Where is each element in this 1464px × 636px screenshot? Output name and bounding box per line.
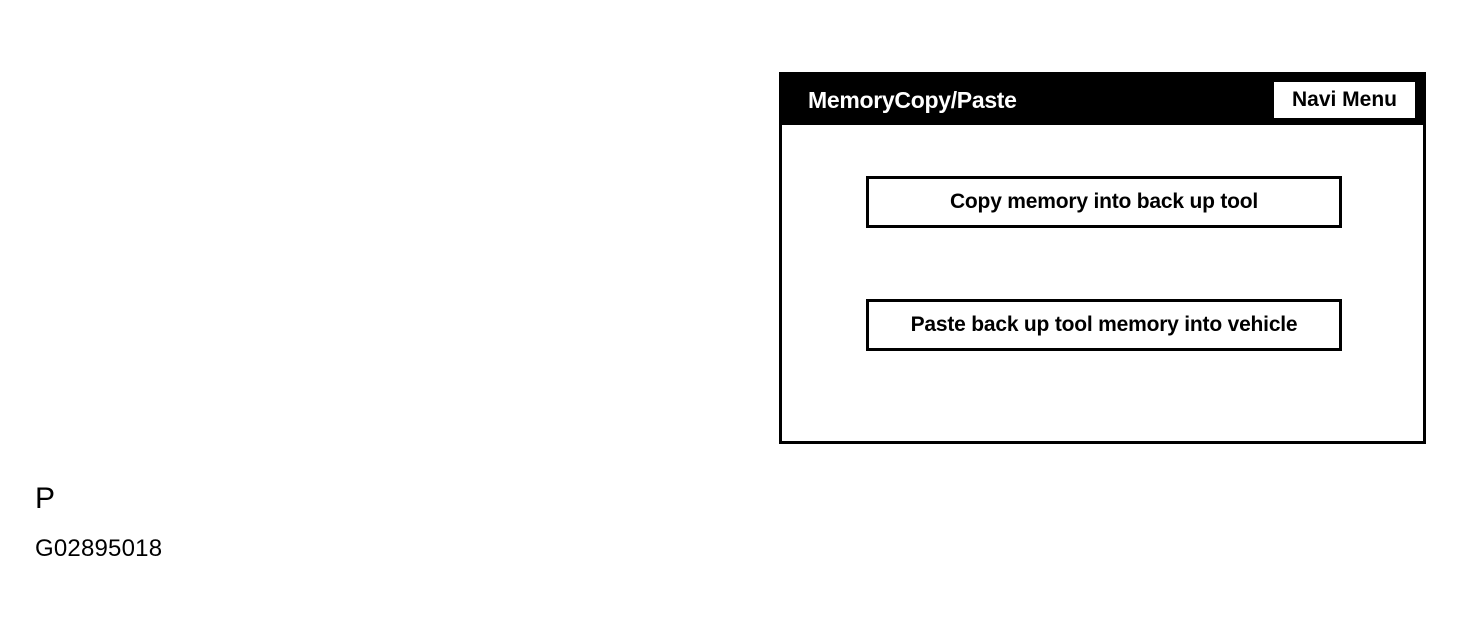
screen-body	[782, 125, 1423, 441]
paste-back-up-tool-memory-into-vehicle-button[interactable]: Paste back up tool memory into vehicle	[866, 299, 1342, 351]
figure-code: G02895018	[35, 535, 163, 562]
device-screen	[779, 72, 1426, 444]
navi-menu-button[interactable]: Navi Menu	[1274, 82, 1415, 118]
copy-memory-into-back-up-tool-button[interactable]: Copy memory into back up tool	[866, 176, 1342, 228]
figure-letter: P	[35, 482, 56, 515]
titlebar	[782, 75, 1423, 125]
page-title: MemoryCopy/Paste	[808, 86, 1017, 113]
